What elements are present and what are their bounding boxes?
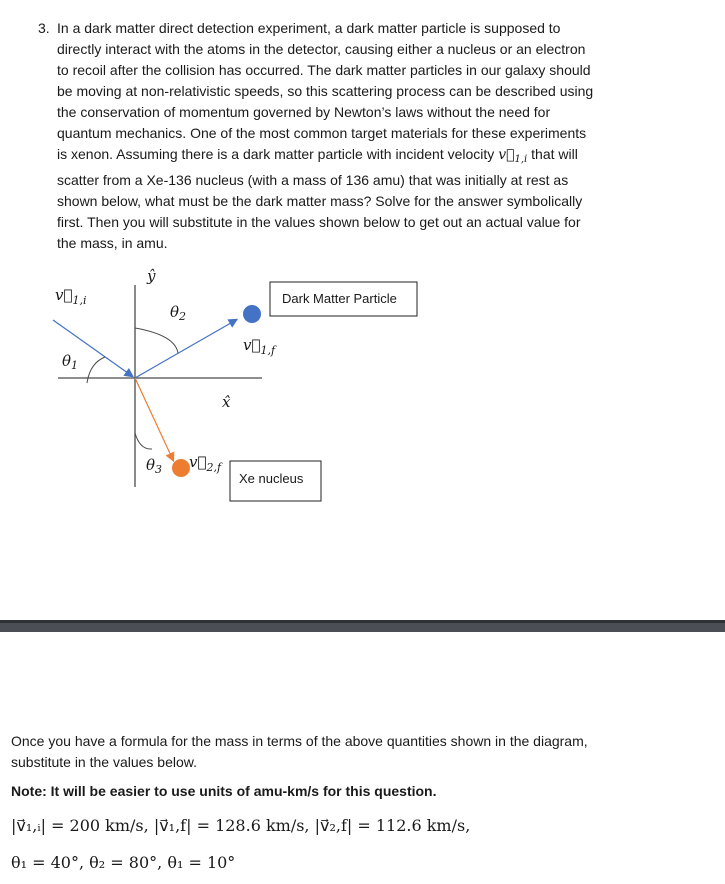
dark-matter-particle	[243, 305, 261, 323]
followup-line: Once you have a formula for the mass in terms of the above quantities shown in the diagram,	[11, 733, 588, 749]
problem-text	[57, 18, 638, 254]
theta1-arc	[87, 357, 105, 383]
v1i-label: $v⃗_{1,i}$	[55, 286, 87, 307]
velocity-symbol: $v⃗_{1,i}$	[498, 147, 528, 165]
problem-line-part: is xenon. Assuming there is a dark matter particle with incident velocity	[57, 146, 495, 162]
problem-line: shown below, what must be the dark matter mass? Solve for the answer symbolically	[57, 193, 583, 209]
problem-statement	[38, 18, 638, 254]
problem-line: the conservation of momentum governed by Newton’s laws without the need for	[57, 104, 551, 120]
scattering-diagram	[0, 255, 725, 505]
problem-number: 3.	[38, 20, 50, 36]
problem-line: the mass, in amu.	[57, 235, 168, 251]
x-axis-label: x̂	[222, 393, 231, 411]
followup-instructions	[11, 731, 711, 773]
theta3-label: $\theta_3$	[146, 456, 163, 476]
problem-line: quantum mechanics. One of the most common target materials for these experiments	[57, 125, 587, 141]
velocity-values: |v⃗₁,ᵢ| = 200 km/s, |v⃗₁,f| = 128.6 km/s, |v⃗₂,f| = 112.6 km/s,	[11, 816, 471, 835]
problem-line: first. Then you will substitute in the values shown below to get out an actual value for	[57, 214, 581, 230]
dark-matter-box-label: Dark Matter Particle	[282, 291, 397, 306]
units-note: Note: It will be easier to use units of amu-km/s for this question.	[11, 783, 437, 799]
xe-nucleus-particle	[172, 459, 190, 477]
theta2-arc	[135, 328, 178, 353]
problem-line: In a dark matter direct detection experiment, a dark matter particle is supposed to	[57, 20, 561, 36]
v2f-label: $v⃗_{2,f}$	[189, 453, 222, 474]
theta3-arc	[135, 433, 152, 449]
problem-line: be moving at non-relativistic speeds, so this scattering process can be described using	[57, 83, 594, 99]
nucleus-recoil-line	[135, 378, 173, 460]
problem-line: to recoil after the collision has occurred. The dark matter particles in our galaxy should	[57, 62, 591, 78]
problem-line-tail: that will	[531, 146, 578, 162]
theta1-label: $\theta_1$	[62, 352, 79, 372]
followup-line: substitute in the values below.	[11, 754, 198, 770]
page-divider	[0, 620, 725, 632]
diagram-svg	[0, 255, 725, 505]
problem-line: directly interact with the atoms in the detector, causing either a nucleus or an electron	[57, 41, 586, 57]
v1f-label: $v⃗_{1,f}$	[243, 336, 276, 357]
angle-values: θ₁ = 40°, θ₂ = 80°, θ₁ = 10°	[11, 853, 236, 872]
xe-nucleus-box-label: Xe nucleus	[239, 471, 304, 486]
y-axis-label: ŷ	[147, 267, 156, 285]
problem-line	[57, 144, 638, 170]
theta2-label: $\theta_2$	[170, 303, 187, 323]
scattered-dark-matter-line	[135, 320, 236, 378]
problem-line: scatter from a Xe-136 nucleus (with a mass of 136 amu) that was initially at rest as	[57, 172, 569, 188]
